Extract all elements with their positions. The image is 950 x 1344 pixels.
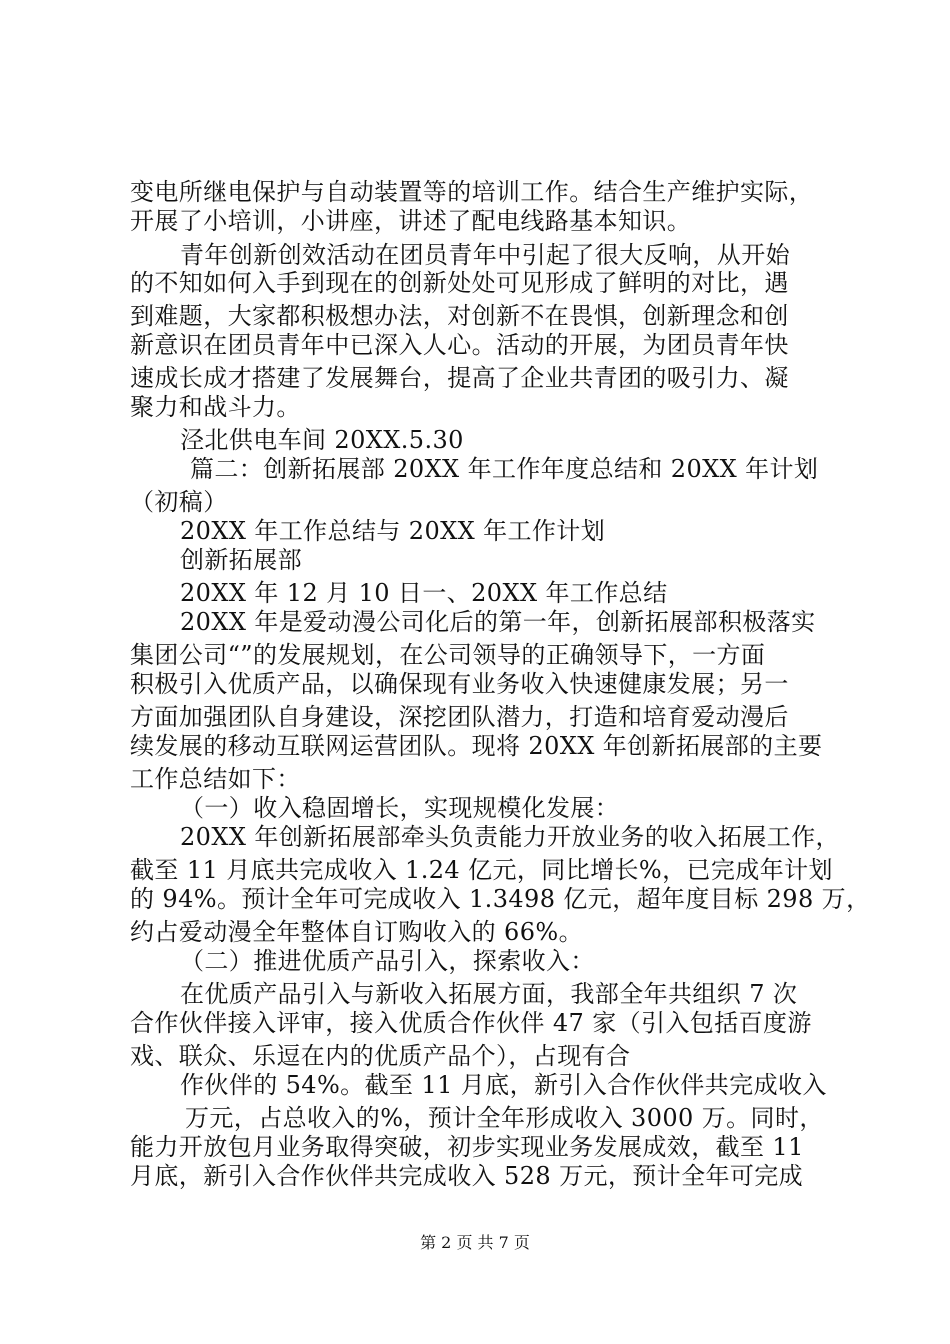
subsection-heading: （二）推进优质产品引入，探索收入： bbox=[180, 947, 595, 975]
signature-line: 泾北供电车间 20XX.5.30 bbox=[180, 426, 464, 454]
text-line: 积极引入优质产品，以确保现有业务收入快速健康发展；另一 bbox=[130, 670, 789, 698]
date-line: 20XX 年 12 月 10 日一、20XX 年工作总结 bbox=[180, 579, 668, 607]
text-line: 开展了小培训，小讲座，讲述了配电线路基本知识。 bbox=[130, 207, 692, 235]
text-line: 20XX 年是爱动漫公司化后的第一年，创新拓展部积极落实 bbox=[180, 608, 816, 636]
text-line: 集团公司“”的发展规划，在公司领导的正确领导下，一方面 bbox=[130, 641, 766, 669]
text-line: 万元，占总收入的%，预计全年形成收入 3000 万。同时， bbox=[185, 1104, 824, 1132]
text-line: 方面加强团队自身建设，深挖团队潜力，打造和培育爱动漫后 bbox=[130, 703, 789, 731]
section-heading-continued: （初稿） bbox=[130, 488, 228, 516]
document-title: 20XX 年工作总结与 20XX 年工作计划 bbox=[180, 517, 606, 545]
section-heading: 篇二：创新拓展部 20XX 年工作年度总结和 20XX 年计划 bbox=[190, 455, 819, 483]
text-line: 变电所继电保护与自动装置等的培训工作。结合生产维护实际， bbox=[130, 178, 814, 206]
page-number-footer: 第 2 页 共 7 页 bbox=[420, 1233, 530, 1252]
department-name: 创新拓展部 bbox=[180, 546, 302, 574]
text-line: 合作伙伴接入评审，接入优质合作伙伴 47 家（引入包括百度游 bbox=[130, 1009, 812, 1037]
text-line: 20XX 年创新拓展部牵头负责能力开放业务的收入拓展工作， bbox=[180, 823, 840, 851]
text-line: 工作总结如下： bbox=[130, 765, 301, 793]
subsection-heading: （一）收入稳固增长，实现规模化发展： bbox=[180, 794, 620, 822]
text-line: 到难题，大家都积极想办法，对创新不在畏惧，创新理念和创 bbox=[130, 302, 789, 330]
text-line: 约占爱动漫全年整体自订购收入的 66%。 bbox=[130, 918, 583, 946]
text-line: 新意识在团员青年中已深入人心。活动的开展，为团员青年快 bbox=[130, 331, 789, 359]
text-line: 速成长成才搭建了发展舞台，提高了企业共青团的吸引力、凝 bbox=[130, 364, 789, 392]
text-line: 能力开放包月业务取得突破，初步实现业务发展成效，截至 11 bbox=[130, 1133, 804, 1161]
text-line: 青年创新创效活动在团员青年中引起了很大反响，从开始 bbox=[180, 241, 790, 269]
text-line: 聚力和战斗力。 bbox=[130, 393, 301, 421]
text-line: 在优质产品引入与新收入拓展方面，我部全年共组织 7 次 bbox=[180, 980, 798, 1008]
text-line: 截至 11 月底共完成收入 1.24 亿元，同比增长%，已完成年计划 bbox=[130, 856, 833, 884]
text-line: 月底，新引入合作伙伴共完成收入 528 万元，预计全年可完成 bbox=[130, 1162, 804, 1190]
text-line: 的 94%。预计全年可完成收入 1.3498 亿元，超年度目标 298 万， bbox=[130, 885, 871, 913]
text-line: 的不知如何入手到现在的创新处处可见形成了鲜明的对比，遇 bbox=[130, 269, 789, 297]
text-line: 续发展的移动互联网运营团队。现将 20XX 年创新拓展部的主要 bbox=[130, 732, 823, 760]
text-line: 作伙伴的 54%。截至 11 月底，新引入合作伙伴共完成收入 bbox=[180, 1071, 827, 1099]
text-line: 戏、联众、乐逗在内的优质产品个），占现有合 bbox=[130, 1042, 631, 1070]
